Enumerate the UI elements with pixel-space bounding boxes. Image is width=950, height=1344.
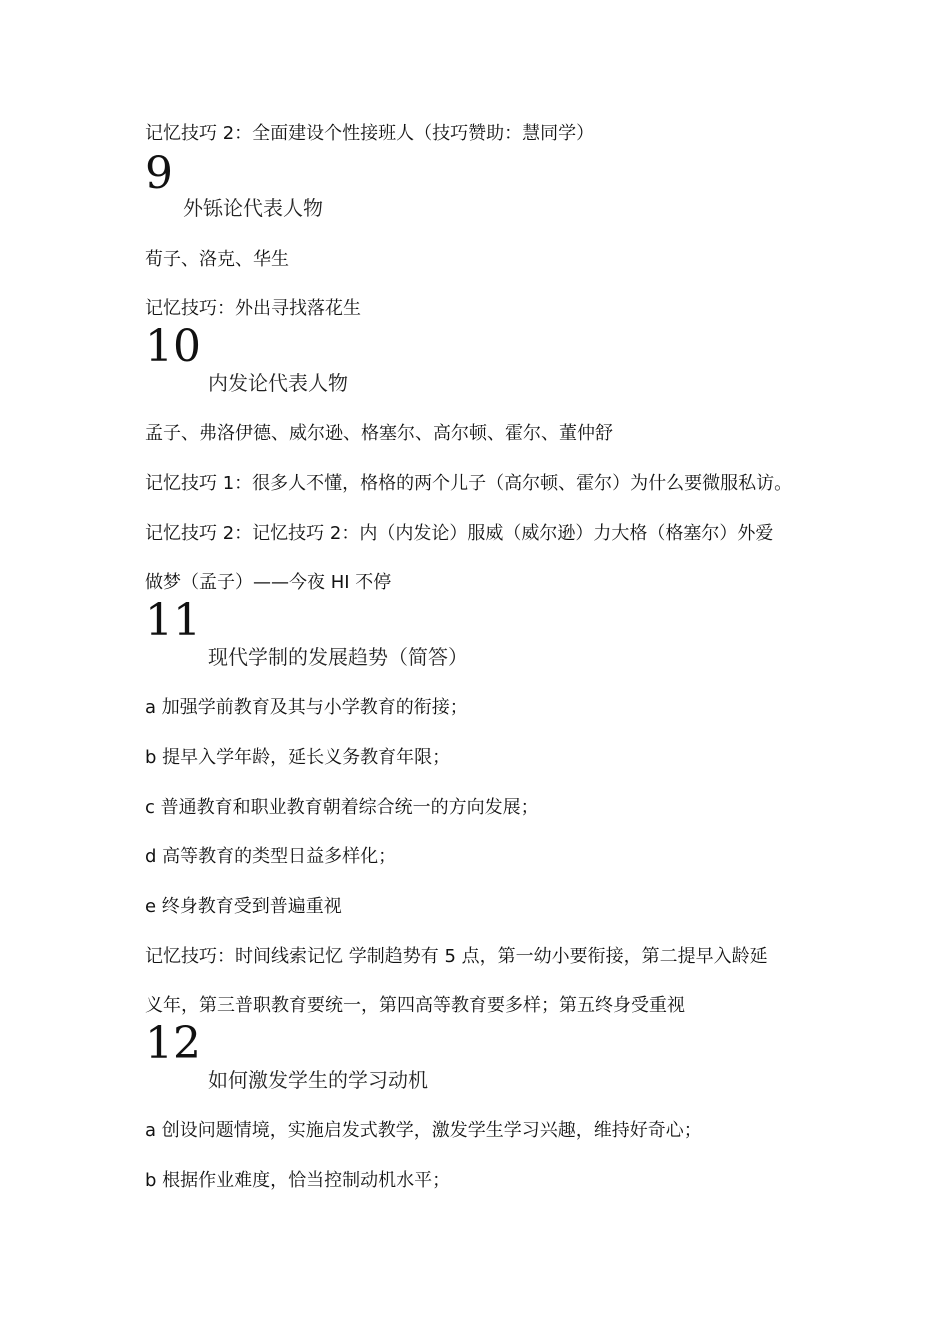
section-number: 9 (145, 148, 173, 199)
section-heading: 外铄论代表人物 (183, 196, 323, 220)
body-line: 记忆技巧 2：记忆技巧 2：内（内发论）服威（威尔逊）力大格（格塞尔）外爱 (145, 523, 774, 544)
section-number: 10 (145, 321, 201, 372)
body-line: 记忆技巧：外出寻找落花生 (145, 298, 361, 319)
section-heading: 现代学制的发展趋势（简答） (208, 645, 468, 669)
body-line: a 创设问题情境，实施启发式教学，激发学生学习兴趣，维持好奇心； (145, 1120, 702, 1141)
body-line: e 终身教育受到普遍重视 (145, 896, 342, 917)
body-line: b 根据作业难度，恰当控制动机水平； (145, 1170, 451, 1191)
body-line: 记忆技巧 1：很多人不懂，格格的两个儿子（高尔顿、霍尔）为什么要微服私访。 (145, 473, 793, 494)
section-number: 11 (145, 595, 201, 646)
body-line: a 加强学前教育及其与小学教育的衔接； (145, 697, 468, 718)
body-line: 记忆技巧：时间线索记忆 学制趋势有 5 点，第一幼小要衔接，第二提早入龄延 (145, 946, 768, 967)
body-line: b 提早入学年龄，延长义务教育年限； (145, 747, 451, 768)
body-line: c 普通教育和职业教育朝着综合统一的方向发展； (145, 797, 539, 818)
section-heading: 内发论代表人物 (208, 371, 348, 395)
memory-tip-line: 记忆技巧 2：全面建设个性接班人（技巧赞助：慧同学） (145, 123, 595, 144)
section-number: 12 (145, 1018, 201, 1069)
body-line: 义年，第三普职教育要统一，第四高等教育要多样；第五终身受重视 (145, 995, 685, 1016)
body-line: 孟子、弗洛伊德、威尔逊、格塞尔、高尔顿、霍尔、董仲舒 (145, 423, 613, 444)
body-line: 做梦（孟子）——今夜 HI 不停 (145, 572, 392, 593)
body-line: d 高等教育的类型日益多样化； (145, 846, 397, 867)
section-heading: 如何激发学生的学习动机 (208, 1068, 428, 1092)
body-line: 荀子、洛克、华生 (145, 249, 289, 270)
